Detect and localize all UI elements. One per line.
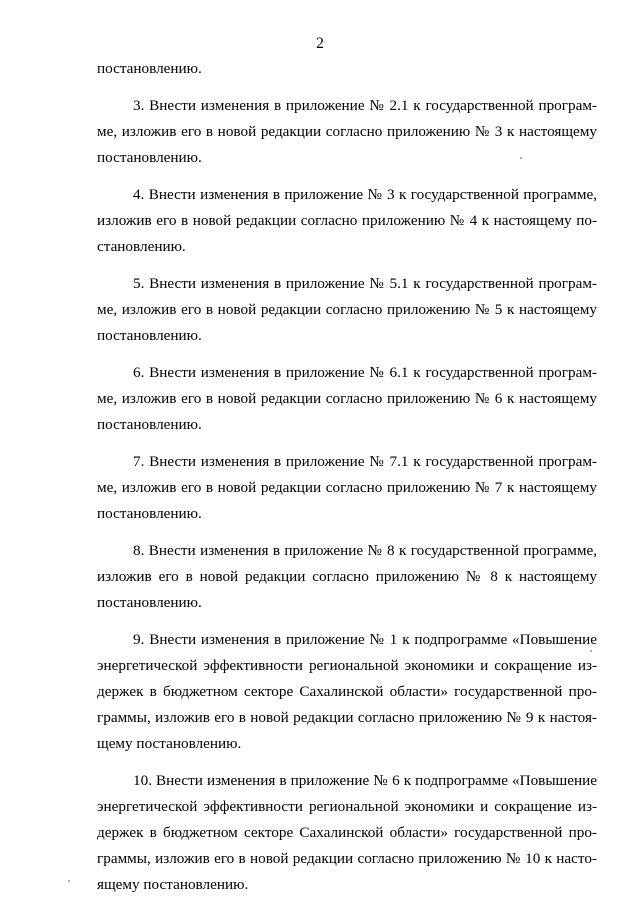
scan-speck — [68, 880, 70, 882]
text-line: постановлению. — [97, 416, 202, 433]
paragraph-item-7 — [97, 449, 597, 527]
text-line: энергетической эффективности региональной экономики и сокращение из- — [97, 657, 597, 674]
text-line: щему постановлению. — [97, 735, 242, 752]
text-line: ме, изложив его в новой редакции согласно приложению № 3 к настоящему — [97, 123, 597, 140]
text-line: постановлению. — [97, 60, 202, 77]
text-line: ме, изложив его в новой редакции согласно приложению № 6 к настоящему — [97, 390, 597, 407]
text-line: постановлению. — [97, 505, 202, 522]
text-line: 10. Внести изменения в приложение № 6 к подпрограмме «Повышение — [133, 772, 597, 789]
page-number: 2 — [316, 35, 324, 52]
paragraph-item-5 — [97, 271, 597, 349]
text-line: ме, изложив его в новой редакции согласно приложению № 5 к настоящему — [97, 301, 597, 318]
text-line: изложив его в новой редакции согласно приложению № 8 к настоящему — [97, 568, 597, 585]
paragraph-item-10 — [97, 768, 597, 898]
paragraph-item-3 — [97, 93, 597, 171]
text-line: держек в бюджетном секторе Сахалинской области» государственной про- — [97, 824, 597, 841]
text-line: 7. Внести изменения в приложение № 7.1 к государственной програм- — [133, 453, 597, 470]
paragraph-item-9 — [97, 627, 597, 757]
text-line: постановлению. — [97, 594, 202, 611]
text-line: 9. Внести изменения в приложение № 1 к подпрограмме «Повышение — [133, 631, 597, 648]
paragraph-continuation — [97, 56, 597, 82]
text-line: 4. Внести изменения в приложение № 3 к государственной программе, — [133, 186, 597, 203]
paragraph-item-4 — [97, 182, 597, 260]
text-line: постановлению. — [97, 149, 202, 166]
text-line: граммы, изложив его в новой редакции согласно приложению № 9 к настоя- — [97, 709, 597, 726]
text-line: становлению. — [97, 238, 186, 255]
text-line: ящему постановлению. — [97, 876, 249, 893]
text-line: постановлению. — [97, 327, 202, 344]
paragraph-item-8 — [97, 538, 597, 616]
text-line: 3. Внести изменения в приложение № 2.1 к государственной програм- — [133, 97, 597, 114]
scan-speck — [520, 157, 522, 159]
text-line: изложив его в новой редакции согласно приложению № 4 к настоящему по- — [97, 212, 597, 229]
text-line: граммы, изложив его в новой редакции согласно приложению № 10 к насто- — [97, 850, 597, 867]
text-line: 8. Внести изменения в приложение № 8 к государственной программе, — [133, 542, 597, 559]
paragraph-item-6 — [97, 360, 597, 438]
document-body — [97, 56, 597, 898]
text-line: 5. Внести изменения в приложение № 5.1 к государственной програм- — [133, 275, 597, 292]
text-line: 6. Внести изменения в приложение № 6.1 к государственной програм- — [133, 364, 597, 381]
text-line: энергетической эффективности региональной экономики и сокращение из- — [97, 798, 597, 815]
text-line: держек в бюджетном секторе Сахалинской области» государственной про- — [97, 683, 597, 700]
text-line: ме, изложив его в новой редакции согласно приложению № 7 к настоящему — [97, 479, 597, 496]
scan-speck — [590, 650, 592, 652]
